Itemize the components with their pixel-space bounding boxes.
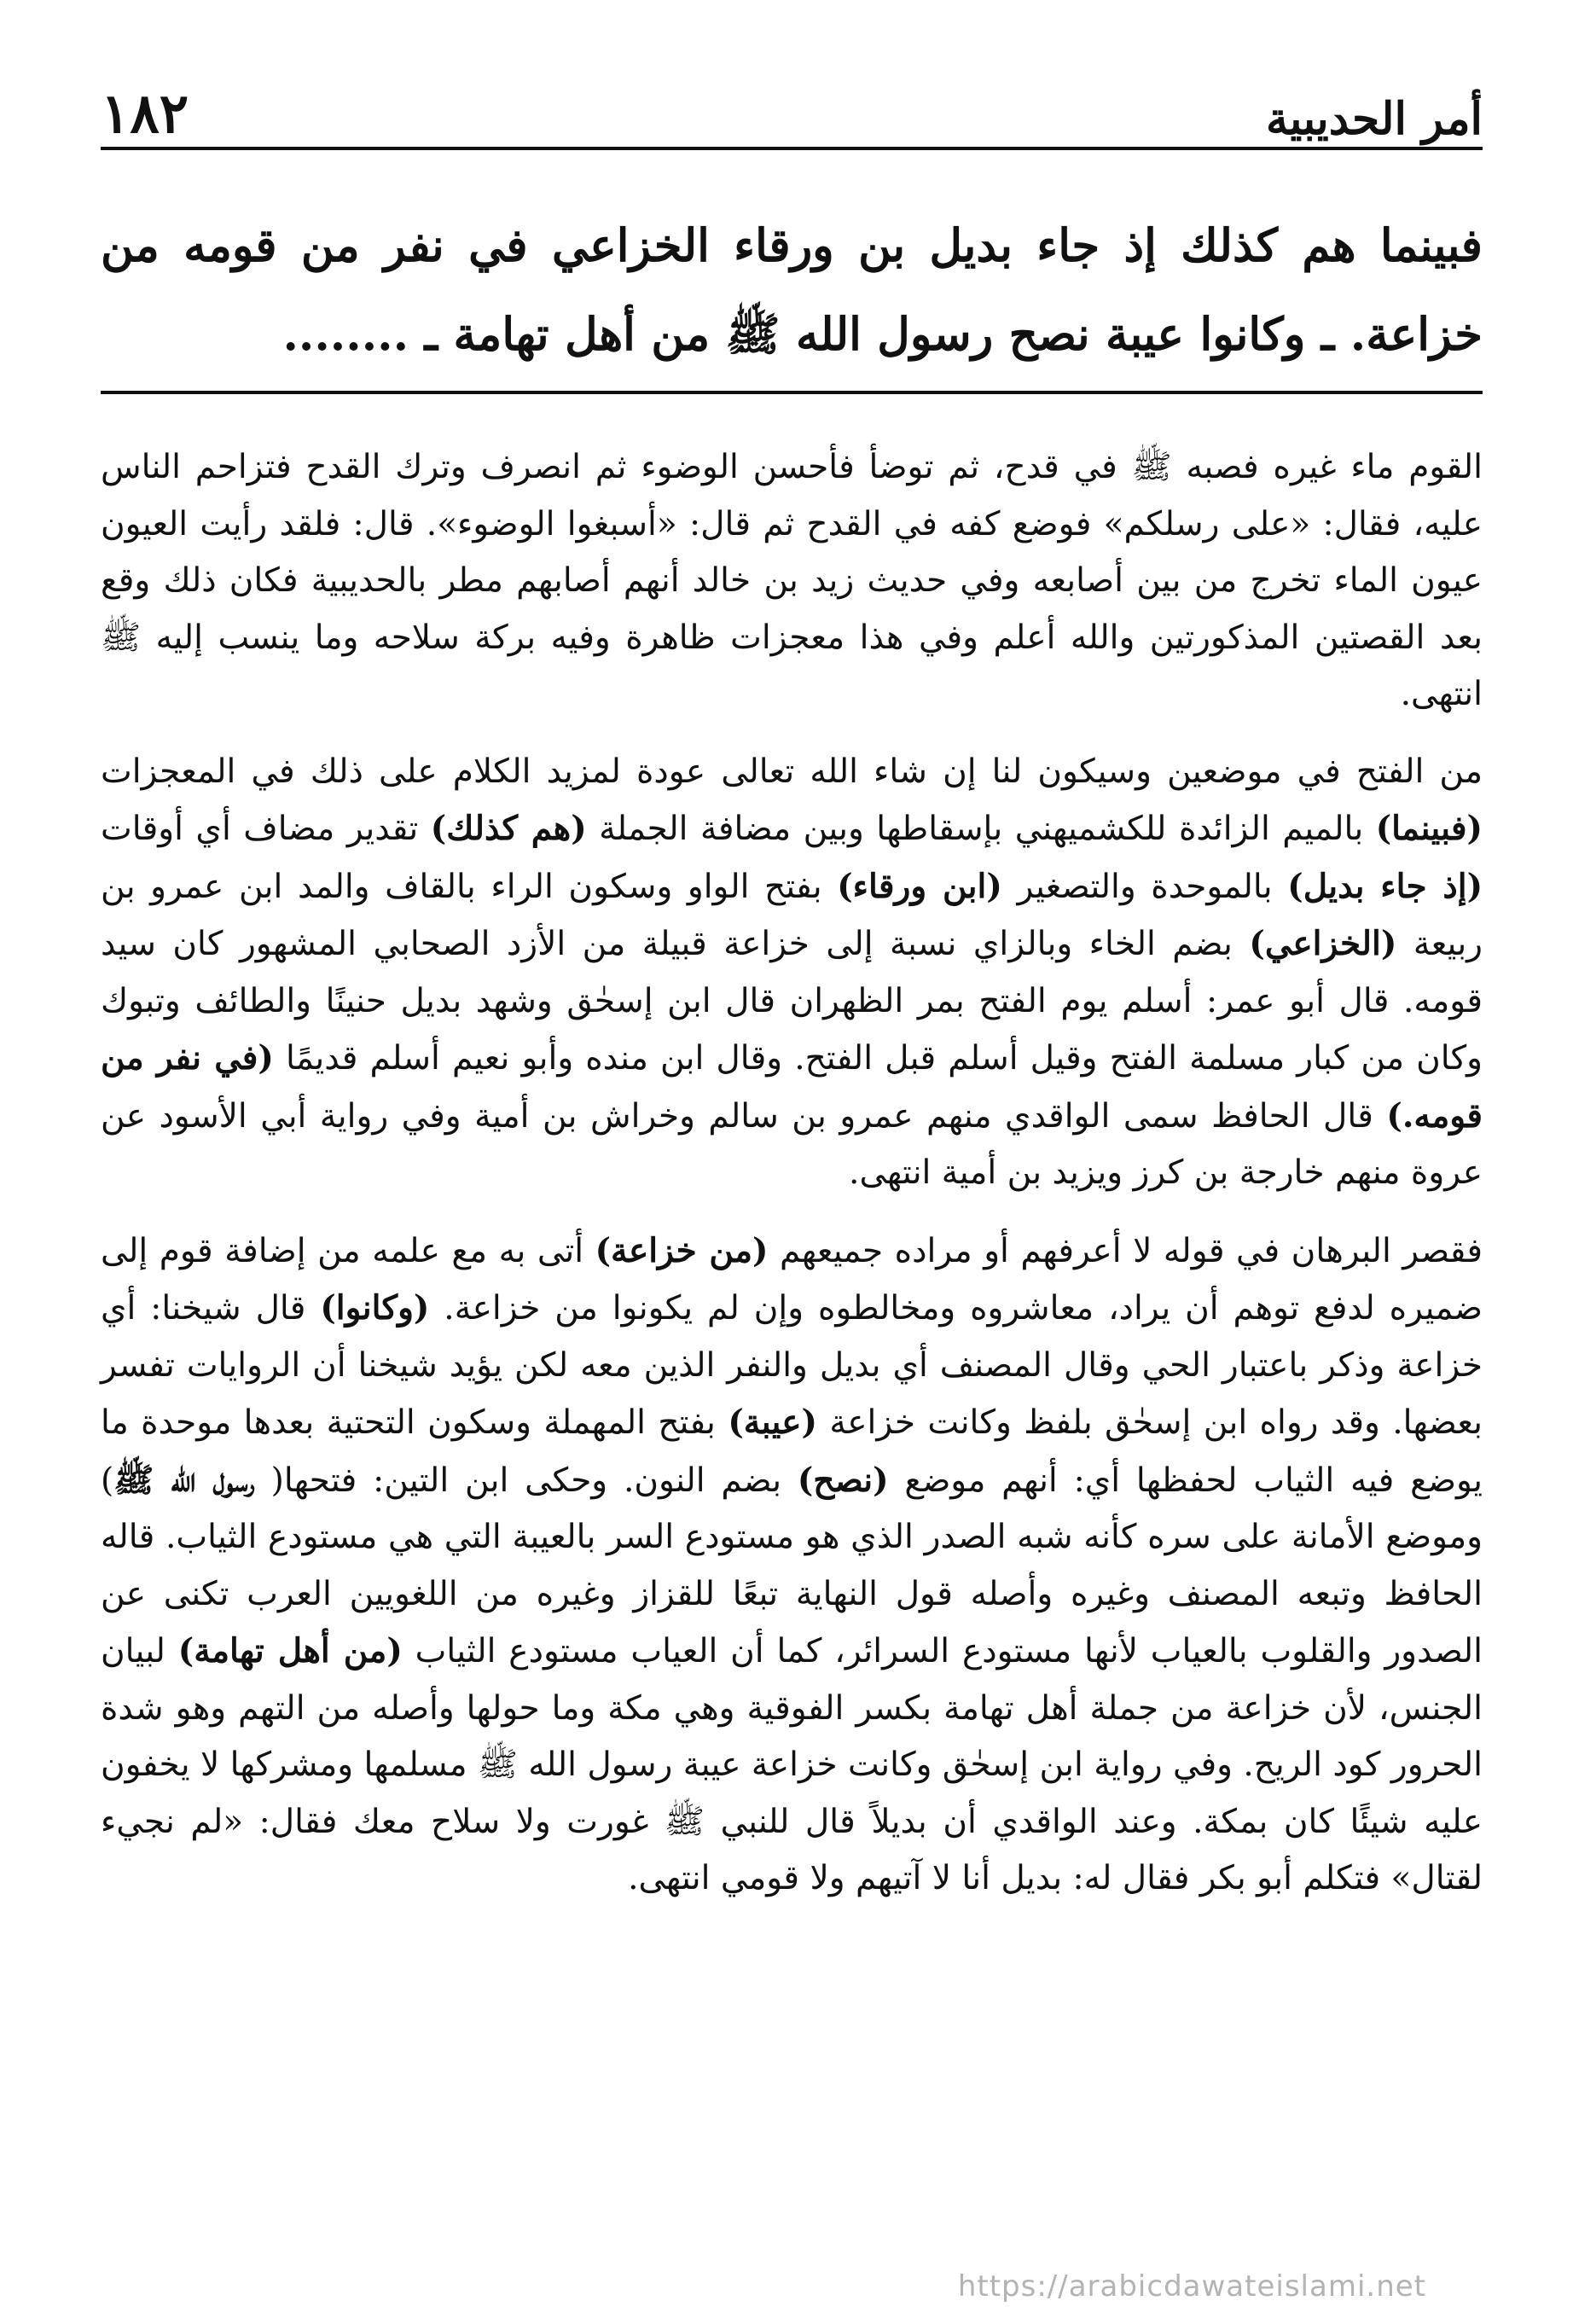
header-rule [101, 147, 1483, 150]
paragraph-text: أتى به مع علمه من إضافة قوم إلى ضميره لدفع توهم أن يراد، معاشروه ومخالطوه وإن لم يكونوا من خزاعة. [101, 1231, 1483, 1328]
quoted-phrase: (إذ جاء بديل) [1287, 866, 1483, 906]
quoted-phrase: (عيبة) [728, 1403, 817, 1442]
quoted-phrase: (هم كذلك) [430, 809, 587, 848]
running-title: أمر الحديبية [1266, 93, 1483, 145]
hadith-ellipsis: ........ [282, 308, 409, 361]
quoted-phrase: (الخزاعي) [1249, 924, 1397, 963]
paragraph-text: ) وموضع الأمانة على سره كأنه شبه الصدر الذي هو مستودع السر بالعيبة التي هي مستودع الثياب. قاله الحافظ وتبعه المصنف وغيره وأصله قول النهاية تبعًا للقزاز وغيره من اللغويين العرب تكنى عن الصدور والقلوب بالعياب لأنها مستودع السرائر، كما أن العياب مستودع الثياب [101, 1461, 1483, 1670]
paragraph-text: من الفتح في موضعين وسيكون لنا إن شاء الله تعالى عودة لمزيد الكلام على ذلك في المعجزات [101, 752, 1483, 791]
page-header [101, 73, 1483, 146]
quoted-phrase: (من أهل تهامة) [177, 1631, 403, 1670]
commentary-paragraph-2 [101, 744, 1483, 1202]
paragraph-text: قال شيخنا: أي خزاعة وذكر باعتبار الحي وقال المصنف أي بديل والنفر الذين معه لكن يؤيد شيخنا أن الروايات تفسر بعضها. وقد رواه ابن إسحٰق بلفظ وكانت خزاعة [101, 1289, 1483, 1442]
quoted-phrase: (في نفر من قومه.) [101, 1038, 1483, 1136]
hadith-text [101, 201, 1483, 379]
paragraph-text: بالموحدة والتصغير [1001, 867, 1288, 906]
quoted-phrase: (نصح) [797, 1460, 889, 1500]
paragraph-text: تقدير مضاف أي أوقات [101, 810, 431, 848]
page-number: ١٨٢ [101, 82, 189, 146]
paragraph-text: بفتح المهملة وسكون التحتية بعدها موحدة ما يوضع فيه الثياب لحفظها أي: أنهم موضع [101, 1403, 1483, 1500]
paragraph-text: قال الحافظ سمى الواقدي منهم عمرو بن سالم وخراش بن أمية وفي رواية أبي الأسود عن عروة منهم خارجة بن كرز ويزيد بن أمية انتهى. [101, 1096, 1483, 1192]
paragraph-text: بضم النون. وحكى ابن التين: فتحها( [254, 1461, 798, 1500]
paragraph-text: فقصر البرهان في قوله لا أعرفهم أو مراده جميعهم [768, 1231, 1483, 1270]
commentary-paragraph-1: القوم ماء غيره فصبه ﷺ في قدح، ثم توضأ فأحسن الوضوء ثم انصرف وترك القدح فتزاحم الناس عليه، فقال: «على رسلكم» فوضع كفه في القدح ثم قال: «أسبغوا الوضوء». قال: فلقد رأيت العيون عيون الماء تخرج من بين أصابعه وفي حديث زيد بن خالد أنهم أصابهم مطر بالحديبية فكان ذلك وقع بعد القصتين المذكورتين والله أعلم وفي هذا معجزات ظاهرة وفيه بركة سلاحه وما ينسب إليه ﷺ انتهى. [101, 448, 1483, 713]
paragraph-text: بفتح الواو وسكون الراء بالقاف والمد ابن عمرو بن ربيعة [101, 867, 1483, 963]
source-watermark: https://arabicdawateislami.net [957, 2269, 1426, 2304]
quoted-phrase: (فبينما) [1375, 809, 1483, 848]
paragraph-text: بضم الخاء وبالزاي نسبة إلى خزاعة قبيلة من الأزد الصحابي المشهور كان سيد قومه. قال أبو عمر: أسلم يوم الفتح بمر الظهران قال ابن إسحٰق وشهد بديل حنينًا والطائف وتبوك وكان من كبار مسلمة الفتح وقيل أسلم قبل الفتح. وقال ابن منده وأبو نعيم أسلم قديمًا [101, 925, 1483, 1078]
quoted-phrase: (ابن ورقاء) [837, 866, 1002, 906]
quoted-phrase: (من خزاعة) [595, 1230, 769, 1270]
quoted-phrase: رسول الله ﷺ [113, 1460, 255, 1500]
commentary-paragraph-3 [101, 1223, 1483, 1908]
quoted-phrase: (وكانوا) [320, 1288, 430, 1328]
commentary-body [101, 439, 1483, 1928]
paragraph-text: بالميم الزائدة للكشميهني بإسقاطها وبين مضافة الجملة [586, 810, 1376, 848]
text-divider-rule [101, 391, 1483, 394]
hadith-matn: فبينما هم كذلك إذ جاء بديل بن ورقاء الخزاعي في نفر من قومه من خزاعة. ـ وكانوا عيبة نصح رسول الله ﷺ من أهل تهامة ـ [101, 219, 1483, 361]
paragraph-text: لبيان الجنس، لأن خزاعة من جملة أهل تهامة بكسر الفوقية وهي مكة وما حولها وأصله من التهم وهو شدة الحرور كود الريح. وفي رواية ابن إسحٰق وكانت خزاعة عيبة رسول الله ﷺ مسلمها ومشركها لا يخفون عليه شيئًا كان بمكة. وعند الواقدي أن بديلاً قال للنبي ﷺ غورت ولا سلاح معك فقال: «لم نجيء لقتال» فتكلم أبو بكر فقال له: بديل أنا لا آتيهم ولا قومي انتهى. [101, 1632, 1483, 1897]
